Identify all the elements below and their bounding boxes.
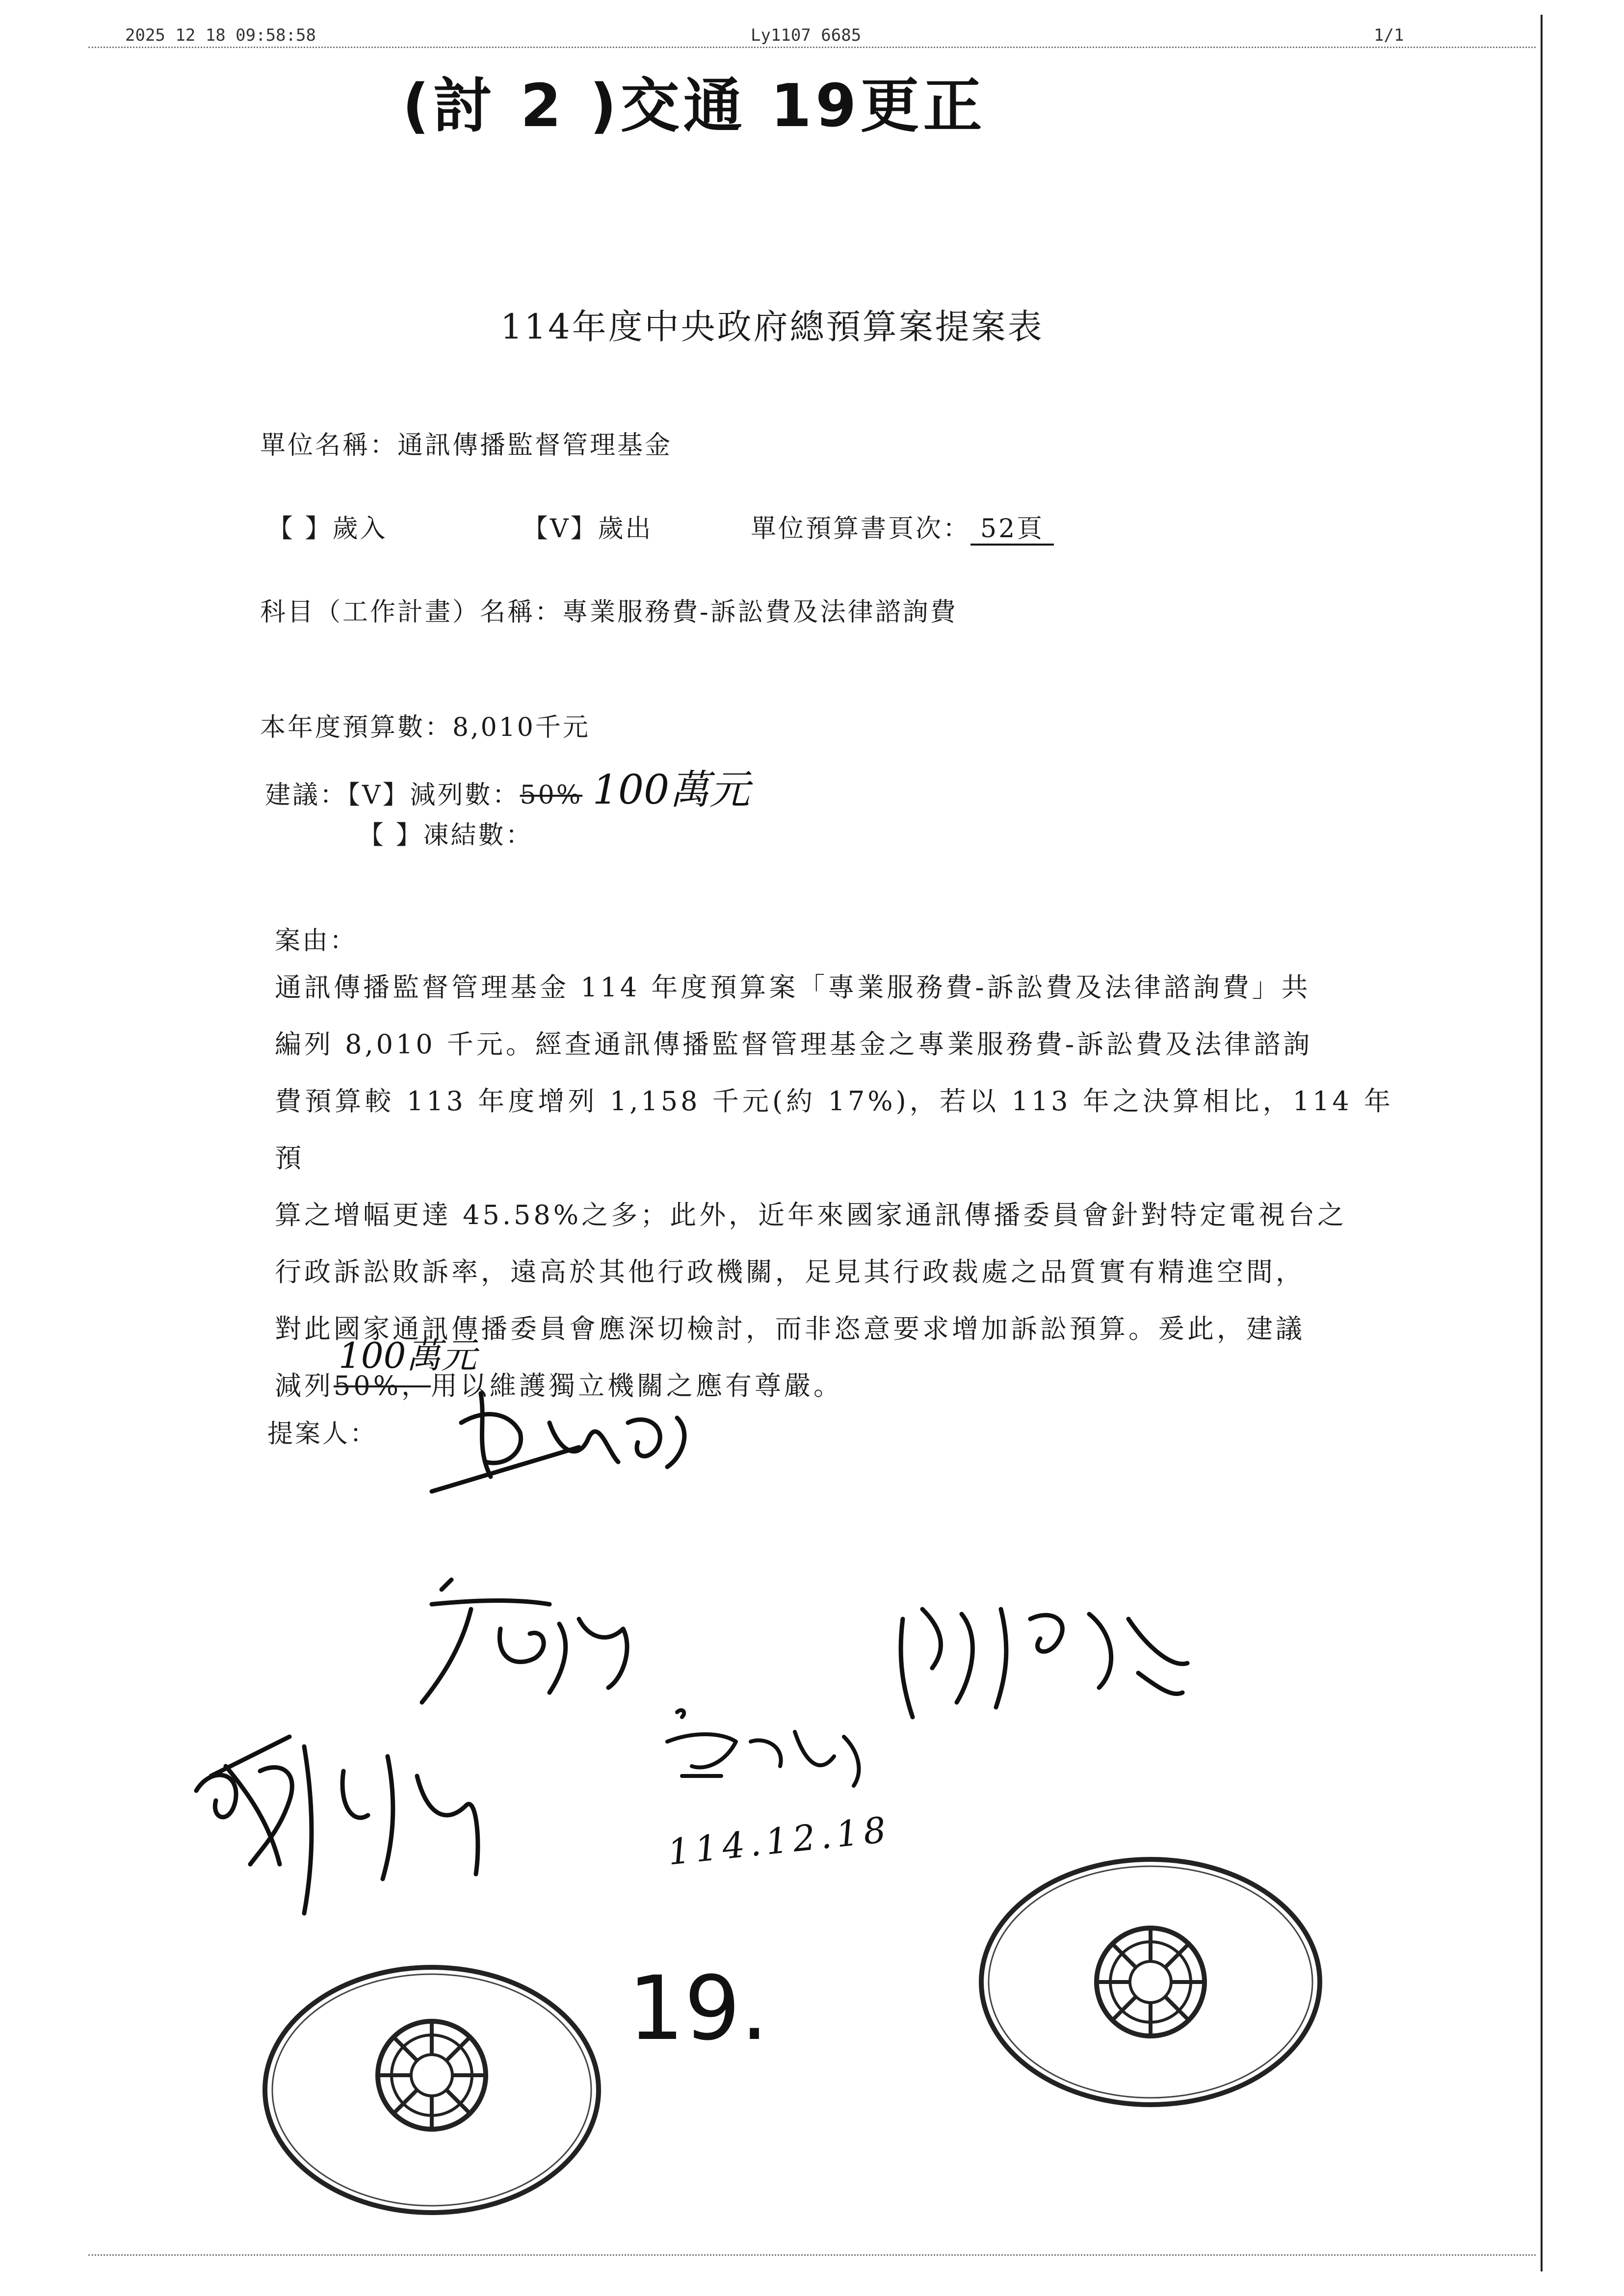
reason-line: 行政訴訟敗訴率，遠高於其他行政機關，足見其行政裁處之品質實有精進空間， <box>275 1256 1305 1287</box>
fax-page: 1/1 <box>1374 26 1404 45</box>
budget-page-label: 單位預算書頁次： <box>751 514 971 544</box>
fax-datetime: 2025 12 18 09:58:58 <box>125 26 316 45</box>
subject-label: 科目（工作計畫）名稱： <box>260 598 563 627</box>
unit-row <box>260 424 672 461</box>
income-checkbox: 【 】歲入 <box>267 514 388 544</box>
reason-last-prefix: 減列 <box>275 1370 334 1401</box>
signature-4 <box>182 1717 496 1943</box>
page-title: 114年度中央政府總預算案提案表 <box>500 307 1044 347</box>
budget-value: 8,010千元 <box>452 713 590 742</box>
proposer-label: 提案人： <box>267 1419 378 1449</box>
suggestion-handwritten: 100萬元 <box>592 767 750 813</box>
right-border <box>1541 15 1543 2271</box>
reason-last-suffix: 用以維護獨立機關之應有尊嚴。 <box>431 1370 843 1401</box>
budget-row <box>260 706 590 743</box>
suggestion-row <box>265 758 750 815</box>
subject-value: 專業服務費-訴訟費及法律諮詢費 <box>562 598 958 627</box>
signature-1 <box>402 1364 707 1521</box>
handwritten-date: 114.12.18 <box>665 1808 893 1873</box>
fax-id: Ly1107 6685 <box>751 26 862 45</box>
party-seal-right <box>976 1854 1325 2110</box>
unit-label: 單位名稱： <box>260 431 398 460</box>
signature-5 <box>648 1702 883 1800</box>
handwritten-number: 19. <box>628 1957 769 2060</box>
reason-line: 費預算較 113 年度增列 1,158 千元(約 17%)，若以 113 年之決算相比，114 年預 <box>275 1086 1393 1174</box>
suggestion-struck-value: 50% <box>520 781 583 810</box>
reason-line: 對此國家通訊傳播委員會應深切檢討，而非恣意要求增加訴訟預算。爰此，建議 <box>275 1313 1305 1344</box>
footer-rule <box>88 2254 1536 2256</box>
reason-line: 算之增幅更達 45.58%之多；此外，近年來國家通訊傳播委員會針對特定電視台之 <box>275 1200 1347 1230</box>
suggestion-label: 建議：【V】減列數： <box>265 781 520 810</box>
signature-3 <box>883 1590 1197 1727</box>
freeze-row: 【 】凍結數： <box>358 821 533 850</box>
signature-2 <box>412 1570 667 1717</box>
reason-line: 編列 8,010 千元。經查通訊傳播監督管理基金之專業服務費-訴訟費及法律諮詢 <box>275 1029 1313 1060</box>
reason-last-struck: 50%， <box>334 1370 431 1401</box>
reason-label: 案由： <box>275 926 358 956</box>
unit-value: 通訊傳播監督管理基金 <box>397 431 673 460</box>
budget-label: 本年度預算數： <box>260 713 453 742</box>
reason-line: 通訊傳播監督管理基金 114 年度預算案「專業服務費-訴訟費及法律諮詢費」共 <box>275 972 1311 1003</box>
header-rule <box>88 47 1536 48</box>
budget-page-value: 52頁 <box>970 514 1054 546</box>
budget-page-row <box>751 508 1054 545</box>
party-seal-left <box>260 1962 603 2218</box>
reason-handwritten-correction: 100萬元 <box>339 1335 477 1376</box>
subject-row <box>260 591 958 628</box>
expense-checkbox: 【V】歲出 <box>523 514 653 544</box>
stamp-title: (討 2 )交通 19更正 <box>402 72 986 140</box>
